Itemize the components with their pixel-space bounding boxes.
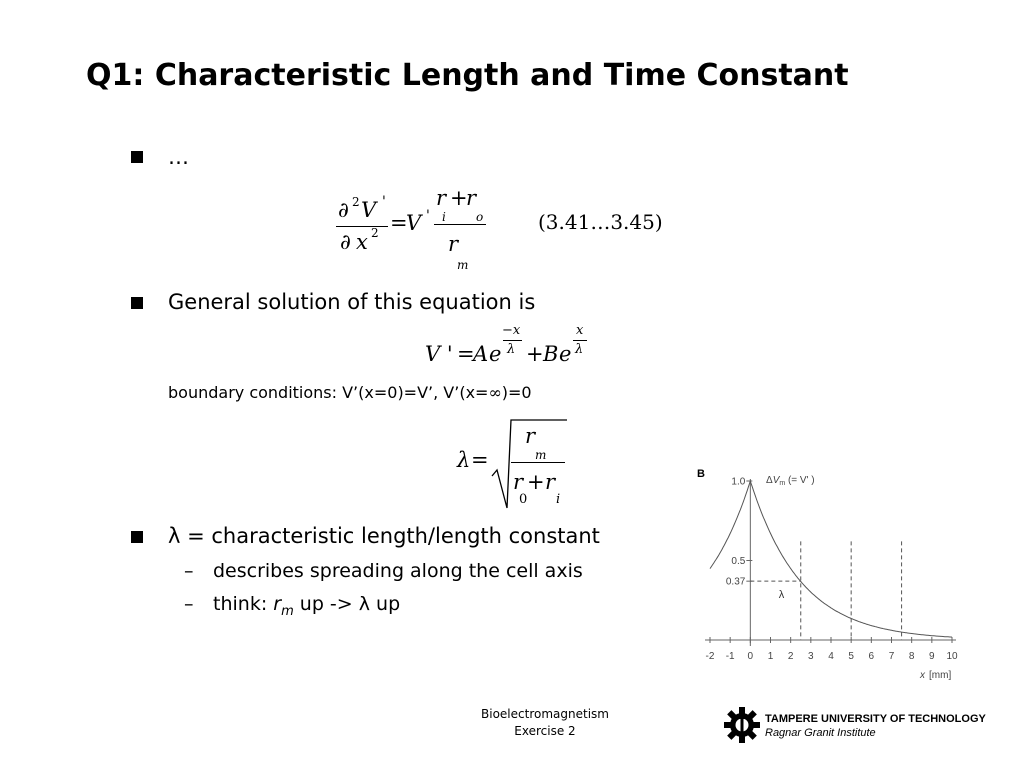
eq2-plus: + (526, 342, 544, 366)
x-tick-label: -1 (725, 651, 735, 662)
eq2-exp2-num: x (576, 323, 584, 338)
boundary-conditions-prefix: boundary conditions: V’(x=0)=V’, V’(x= (168, 383, 489, 402)
x-tick-label: 3 (808, 651, 814, 662)
eq3-r0: r (513, 470, 524, 494)
eq1-exp2: 2 (371, 226, 379, 240)
eq1-sub-m: m (457, 258, 469, 272)
legend-delta: Δ (766, 475, 773, 486)
think-prefix: think: (213, 593, 274, 615)
eq3-plus: + (527, 470, 545, 494)
eq1-partial: ∂ (338, 198, 349, 222)
eq1-exp: 2 (352, 195, 360, 209)
exercise-name: Exercise 2 (514, 724, 576, 738)
x-tick-label: 5 (848, 651, 854, 662)
think-var-sub: m (281, 603, 294, 619)
eq1-fraction-bar-2 (434, 224, 486, 225)
x-axis-var: x (920, 670, 925, 681)
eq3-sub-0: 0 (519, 492, 528, 507)
think-var: r (273, 593, 282, 615)
x-tick-label: 4 (828, 651, 834, 662)
eq2-exp2-den: λ (575, 342, 584, 357)
x-tick-label: 0 (747, 651, 754, 662)
general-solution-equation (425, 322, 605, 372)
eq1-fraction-bar (336, 226, 388, 227)
lambda-label: λ (778, 589, 785, 602)
sub-bullet-dash: – (184, 593, 194, 615)
equation-reference: (3.41…3.45) (538, 210, 663, 234)
x-axis-label (919, 670, 951, 681)
eq2-e2: e (559, 342, 572, 366)
bullet-text-ellipsis: … (168, 145, 189, 169)
x-tick-label: -2 (705, 651, 715, 662)
eq1-sub-i: i (442, 210, 446, 224)
boundary-conditions (168, 383, 532, 402)
eq3-sub-i: i (556, 492, 561, 507)
eq2-a: A (473, 342, 489, 366)
eq1-sub-o: o (476, 210, 484, 224)
university-name: TAMPERE UNIVERSITY OF TECHNOLOGY (765, 713, 986, 725)
institute-name: Ragnar Granit Institute (765, 727, 876, 739)
eq3-sub-m: m (535, 448, 547, 462)
slide-title: Q1: Characteristic Length and Time Constant (86, 58, 849, 93)
boundary-conditions-suffix: )=0 (501, 383, 532, 402)
eq2-exp1-num: −x (502, 323, 521, 338)
eq3-rm: r (525, 424, 536, 448)
panel-label: B (697, 468, 705, 480)
sub-bullet-dash: – (184, 560, 194, 582)
x-tick-label: 10 (946, 651, 958, 662)
legend-sub: m (779, 480, 786, 487)
course-footer (455, 706, 635, 740)
legend-suffix: (= V' ) (785, 475, 815, 486)
eq1-prime: ' (382, 194, 386, 210)
legend-var: V (772, 475, 780, 486)
eq2-e1: e (489, 342, 502, 366)
eq2-equals: = (457, 342, 475, 366)
think-suffix: up -> λ up (293, 593, 401, 615)
infinity-symbol: ∞ (488, 383, 502, 402)
decay-curve (710, 481, 952, 637)
cable-equation (330, 182, 690, 277)
eq2-lhs: V ' (425, 342, 453, 366)
eq3-ri: r (545, 470, 556, 494)
bullet-marker (131, 531, 143, 543)
eq3-equals: = (471, 448, 489, 472)
chart-legend (766, 475, 815, 487)
x-tick-label: 9 (929, 651, 935, 662)
bullet-marker (131, 297, 143, 309)
y-tick-label: 1.0 (731, 476, 746, 488)
bullet-text-general-solution: General solution of this equation is (168, 290, 536, 314)
eq1-v: V (361, 198, 377, 222)
eq1-prime2: ' (426, 208, 430, 224)
eq2-exp1-den: λ (507, 342, 516, 357)
eq1-partial-bottom: ∂ (340, 230, 351, 254)
x-tick-label: 1 (767, 651, 774, 662)
x-tick-label: 7 (888, 651, 895, 662)
eq1-plus: + (450, 186, 468, 210)
eq2-exp2-bar (573, 340, 587, 341)
eq3-fraction-bar (511, 462, 565, 463)
x-tick-label: 8 (908, 651, 915, 662)
tut-gear-logo (724, 707, 760, 743)
sub-bullet-spreading: describes spreading along the cell axis (213, 560, 583, 582)
eq1-rm: r (448, 232, 459, 256)
eq1-equals: = (390, 211, 408, 235)
eq3-lambda: λ (457, 448, 471, 472)
x-tick-label: 2 (787, 651, 794, 662)
eq2-exp1-bar (503, 340, 522, 341)
eq1-ro: r (466, 186, 477, 210)
y-tick-label: 0.37 (725, 576, 746, 588)
bullet-text-lambda: λ = characteristic length/length constant (168, 524, 600, 548)
eq1-ri: r (436, 186, 447, 210)
eq1-x: x (356, 230, 368, 254)
eq2-b: B (543, 342, 559, 366)
length-constant-equation (455, 412, 575, 512)
bullet-marker (131, 151, 143, 163)
x-tick-label: 6 (868, 651, 875, 662)
potential-decay-chart (690, 460, 980, 690)
x-axis-unit: [mm] (929, 670, 952, 681)
eq1-v2: V (406, 211, 422, 235)
course-name: Bioelectromagnetism (481, 707, 609, 721)
y-tick-label: 0.5 (731, 556, 746, 567)
sub-bullet-think (213, 593, 400, 619)
